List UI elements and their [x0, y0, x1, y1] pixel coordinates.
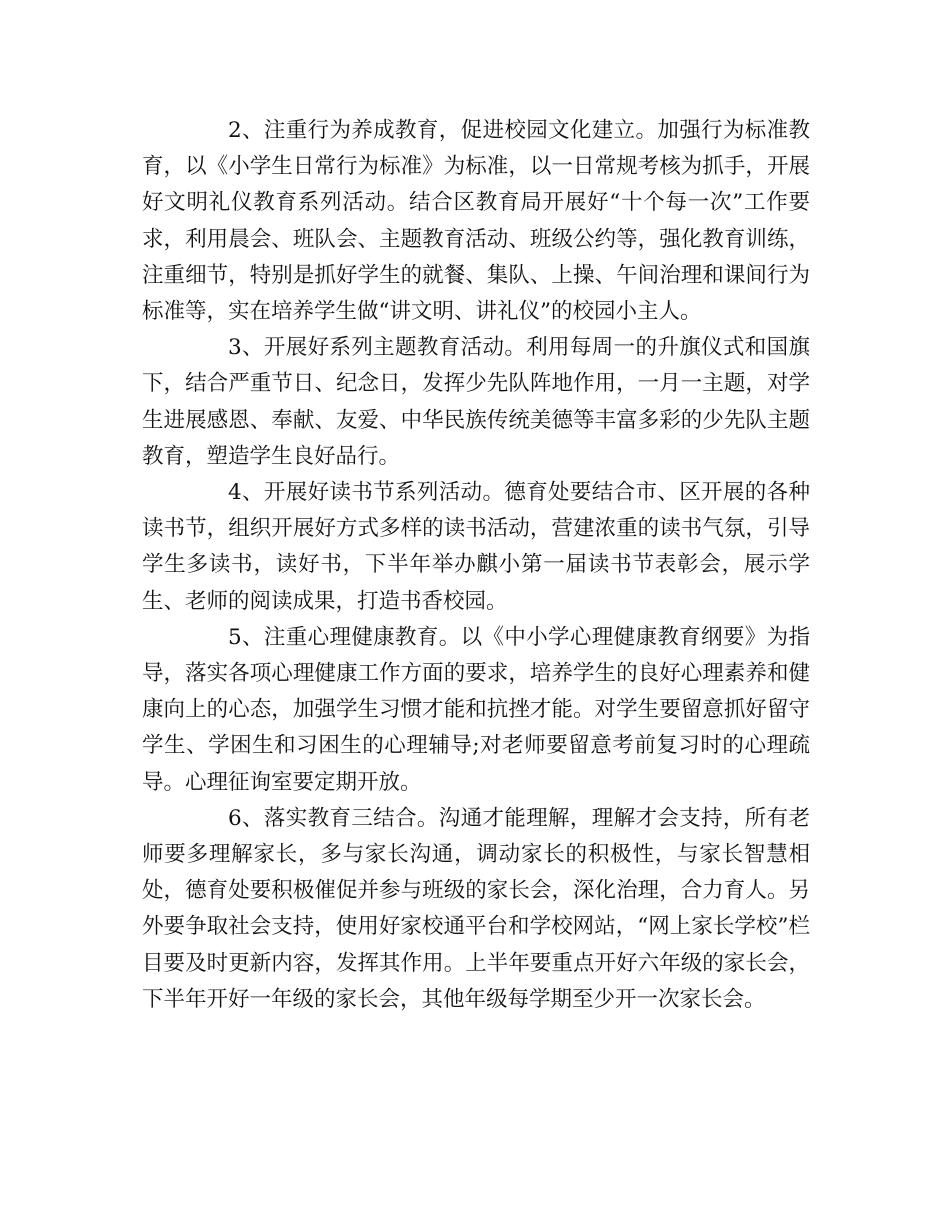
paragraph-reading-festival: 4、开展好读书节系列活动。德育处要结合市、区开展的各种读书节，组织开展好方式多样的读书活动，营建浓重的读书气氛，引导学生多读书，读好书，下半年举办麒小第一届读书节表彰会，展示学生、老师的阅读成果，打造书香校园。	[142, 480, 810, 614]
document-body	[142, 113, 810, 1018]
paragraph-theme-education: 3、开展好系列主题教育活动。利用每周一的升旗仪式和国旗下，结合严重节日、纪念日，发挥少先队阵地作用，一月一主题，对学生进展感恩、奉献、友爱、中华民族传统美德等丰富多彩的少先队主题教育，塑造学生良好品行。	[142, 335, 810, 469]
paragraph-behavior-education: 2、注重行为养成教育，促进校园文化建立。加强行为标准教育，以《小学生日常行为标准》为标准，以一日常规考核为抓手，开展好文明礼仪教育系列活动。结合区教育局开展好“十个每一次”工作要求，利用晨会、班队会、主题教育活动、班级公约等，强化教育训练，注重细节，特别是抓好学生的就餐、集队、上操、午间治理和课间行为标准等，实在培养学生做“讲文明、讲礼仪”的校园小主人。	[142, 118, 810, 325]
paragraph-three-way-education: 6、落实教育三结合。沟通才能理解，理解才会支持，所有老师要多理解家长，多与家长沟通，调动家长的积极性，与家长智慧相处，德育处要积极催促并参与班级的家长会，深化治理，合力育人。另外要争取社会支持，使用好家校通平台和学校网站，“网上家长学校”栏目要及时更新内容，发挥其作用。上半年要重点开好六年级的家长会，下半年开好一年级的家长会，其他年级每学期至少开一次家长会。	[142, 805, 810, 1012]
paragraph-mental-health: 5、注重心理健康教育。以《中小学心理健康教育纲要》为指导，落实各项心理健康工作方面的要求，培养学生的良好心理素养和健康向上的心态，加强学生习惯才能和抗挫才能。对学生要留意抓好留守学生、学困生和习困生的心理辅导;对老师要留意考前复习时的心理疏导。心理征询室要定期开放。	[142, 624, 810, 795]
